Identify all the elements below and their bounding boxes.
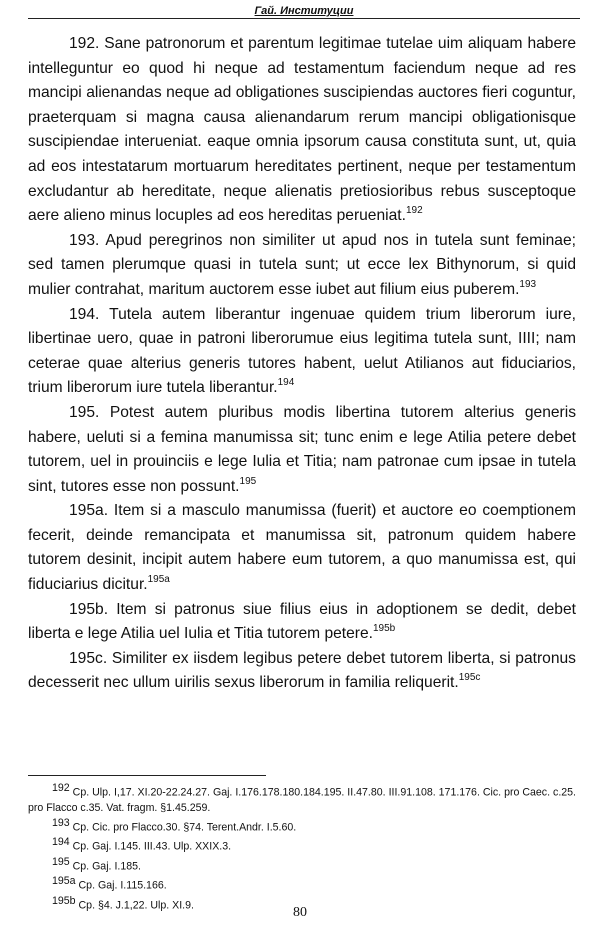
paragraph-192 bbox=[28, 32, 576, 229]
paragraph-number: 193. bbox=[69, 231, 100, 249]
page-number: 80 bbox=[293, 905, 307, 920]
footnote-195a bbox=[28, 874, 576, 894]
footnote-text: Cp. Ulp. I,17. XI.20-22.24.27. Gaj. I.176.178.180.184.195. II.47.80. III.91.108. 171.176. Cic. pro Caec. c.25. pro Flacco c.35. Vat. fragm. §1.45.259. bbox=[28, 786, 576, 814]
footnote-number: 192 bbox=[52, 782, 70, 794]
paragraph-195c bbox=[28, 647, 576, 696]
paragraph-text: Item si patronus siue filius eius in adoptionem se dedit, debet liberta e lege Atilia uel Iulia et Titia tutorem petere. bbox=[28, 600, 576, 643]
footnote-193 bbox=[28, 816, 576, 836]
paragraph-text: Tutela autem liberantur ingenuae quidem trium liberorum iure, libertinae uero, quae in patroni liberorumue eius legitima tutela sunt, IIII; nam ceterae quae alterius generis tutores habent, uelut Atilianos aut fiduciarios, trium liberorum iure tutela liberantur. bbox=[28, 305, 576, 397]
footnote-ref: 195a bbox=[147, 573, 170, 585]
footnotes bbox=[28, 781, 576, 913]
paragraph-number: 195a. bbox=[69, 502, 109, 520]
paragraph-195a bbox=[28, 499, 576, 597]
footnote-ref: 195c bbox=[458, 672, 481, 684]
footnote-number: 195a bbox=[52, 875, 76, 888]
paragraph-text: Similiter ex iisdem legibus petere debet tutorem liberta, si patronus decesserit nec ullum uirilis sexus liberorum in familia reliquerit. bbox=[28, 649, 576, 692]
paragraph-text: Apud peregrinos non similiter ut apud nos in tutela sunt feminae; sed tamen plerumque quasi in tutela sunt; ut ecce lex Bithynorum, si quid mulier contrahat, maritum auctorem esse iubet aut filium eius puberem. bbox=[28, 231, 576, 298]
paragraph-text: Potest autem pluribus modis libertina tutorem alterius generis habere, ueluti si a femina manumissa sit; tunc enim e lege Atilia petere debet tutorem, uel in prouinciis e lege Iulia et Titia; nam patronae cum ipsae in tutela sint, tutores esse non possunt. bbox=[28, 403, 576, 495]
footnote-rule bbox=[28, 775, 266, 776]
paragraph-number: 195. bbox=[69, 403, 100, 421]
paragraph-text: Item si a masculo manumissa (fuerit) et auctore eo coemptionem fecerit, deinde remancipata et manumissa sit, patronum quidem habere tutorem desinit, incipit autem habere eum tutorem, a quo manumissa est, qui fiduciarius dicitur. bbox=[28, 502, 576, 594]
footnote-number: 193 bbox=[52, 816, 70, 829]
footnote-number: 194 bbox=[52, 836, 70, 849]
footnote-ref: 193 bbox=[519, 278, 537, 290]
footnote-195 bbox=[28, 855, 576, 875]
paragraph-number: 194. bbox=[69, 305, 100, 323]
footnote-194 bbox=[28, 835, 576, 855]
footnote-text: Cp. Gaj. I.115.166. bbox=[78, 879, 167, 892]
paragraph-number: 195b. bbox=[69, 600, 109, 618]
paragraph-195 bbox=[28, 401, 576, 499]
paragraph-193 bbox=[28, 229, 576, 303]
paragraph-number: 195c. bbox=[69, 649, 108, 667]
footnote-ref: 195 bbox=[239, 475, 257, 487]
paragraph-194 bbox=[28, 303, 576, 401]
footnote-text: Cp. Gaj. I.145. III.43. Ulp. XXIX.3. bbox=[72, 840, 232, 853]
footnote-text: Cp. §4. J.1,22. Ulp. XI.9. bbox=[78, 899, 194, 912]
footnote-ref: 194 bbox=[277, 377, 295, 389]
footnote-number: 195 bbox=[52, 855, 70, 868]
footnote-ref: 195b bbox=[373, 623, 396, 635]
paragraph-number: 192. bbox=[69, 35, 100, 52]
footnote-text: Cp. Gaj. I.185. bbox=[72, 860, 141, 873]
paragraph-195b bbox=[28, 598, 576, 647]
header-rule bbox=[28, 18, 580, 19]
footnote-number: 195b bbox=[52, 894, 76, 907]
footnote-192 bbox=[28, 781, 576, 816]
running-head: Гай. Институции bbox=[254, 5, 354, 17]
footnote-text: Cp. Cic. pro Flacco.30. §74. Terent.Andr. I.5.60. bbox=[72, 821, 297, 834]
paragraph-text: Sane patronorum et parentum legitimae tutelae uim aliquam habere intelleguntur eo quod hi neque ad testamentum faciendum neque ad res mancipi alienandas neque ad obligationes suscipiendas auctores fieri coguntur, praeterquam si magna causa alienandarum rerum mancipi obligationisque suscipiendae interueniat. eaque omnia ipsorum causa constituta sunt, ut, quia ad eos intestatarum mortuarum hereditates pertinent, neque per testamentum excludantur ab hereditate, neque alienatis pretiosioribus rebus susceptoque aere alieno minus locuples ad eos hereditas perueniat. bbox=[28, 35, 576, 225]
main-text bbox=[28, 32, 576, 696]
footnote-ref: 192 bbox=[405, 204, 423, 216]
